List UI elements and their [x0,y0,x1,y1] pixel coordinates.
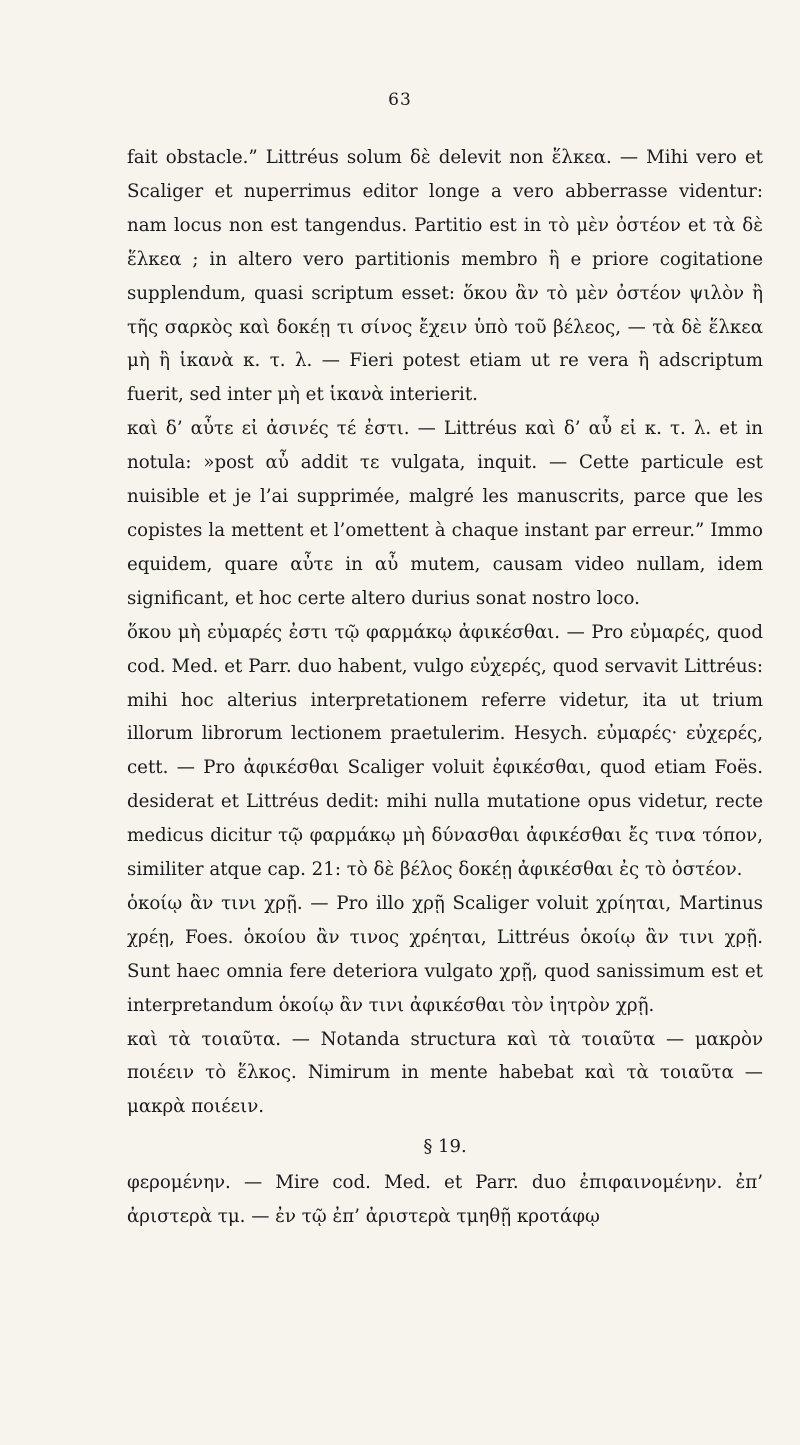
section-heading: § 19. [423,1136,467,1158]
page-number: 63 [388,90,412,110]
paragraph-5: καὶ τὰ τοιαῦτα. — Notanda structura καὶ τὰ τοιαῦτα — μακρὸν ποιέειν τὸ ἕλκος. Nimirum in mente habebat καὶ τὰ τοιαῦτα — μακρὰ ποιέειν. [127,1028,763,1118]
body-text [127,141,763,1234]
paragraph-3: ὅκου μὴ εὐμαρές ἐστι τῷ φαρμάκῳ ἀφικέσθαι. — Pro εὐμαρές, quod cod. Med. et Parr. duo habent, vulgo εὐχερές, quod servavit Littréus: mihi hoc alterius interpretationem referre videtur, ita ut trium illorum librorum lectionem praetulerim. Hesych. εὐμαρές· εὐχερές, cett. — Pro ἀφικέσθαι Scaliger voluit ἐφικέσθαι, quod etiam Foës. desiderat et Littréus dedit: mihi nulla mutatione opus videtur, recte medicus dicitur τῷ φαρμάκῳ μὴ δύνασθαι ἀφικέσθαι ἔς τινα τόπον, similiter atque cap. 21: τὸ δὲ βέλος δοκέῃ ἀφικέσθαι ἐς τὸ ὀστέον. [127,621,763,881]
paragraph-4: ὁκοίῳ ἂν τινι χρῇ. — Pro illo χρῇ Scaliger voluit χρίηται, Martinus χρέῃ, Foes. ὁκοίου ἂν τινος χρέηται, Littréus ὁκοίῳ ἂν τινι χρῇ. Sunt haec omnia fere deteriora vulgato χρῇ, quod sanissimum est et interpretandum ὁκοίῳ ἂν τινι ἀφικέσθαι τὸν ἰητρὸν χρῇ. [127,892,763,1016]
paragraph-2: καὶ δ’ αὖτε εἰ ἀσινές τέ ἐστι. — Littréus καὶ δ’ αὖ εἰ κ. τ. λ. et in notula: »post αὖ addit τε vulgata, inquit. — Cette particule est nuisible et je l’ai supprimée, malgré les manuscrits, parce que les copistes la mettent et l’omettent à chaque instant par erreur.” Immo equidem, quare αὖτε in αὖ mutem, causam video nullam, idem significant, et hoc certe altero durius sonat nostro loco. [127,418,763,609]
paragraph-6: φερομένην. — Mire cod. Med. et Parr. duo ἐπιφαινομένην. ἐπ’ ἀριστερὰ τμ. — ἐν τῷ ἐπ’ ἀριστερὰ τμηθῇ κροτάφῳ [127,1172,763,1228]
paragraph-1: fait obstacle.” Littréus solum δὲ delevit non ἕλκεα. — Mihi vero et Scaliger et nuperrimus editor longe a vero abberrasse videntur: nam locus non est tangendus. Partitio est in τὸ μὲν ὀστέον et τὰ δὲ ἕλκεα ; in altero vero partitionis membro ἢ e priore cogitatione supplendum, quasi scriptum esset: ὅκου ἂν τὸ μὲν ὀστέον ψιλὸν ἢ τῆς σαρκὸς καὶ δοκέῃ τι σίνος ἔχειν ὑπὸ τοῦ βέλεος, — τὰ δὲ ἕλκεα μὴ ἢ ἱκανὰ κ. τ. λ. — Fieri potest etiam ut re vera ἢ adscriptum fuerit, sed inter μὴ et ἱκανὰ interierit. [127,147,763,406]
